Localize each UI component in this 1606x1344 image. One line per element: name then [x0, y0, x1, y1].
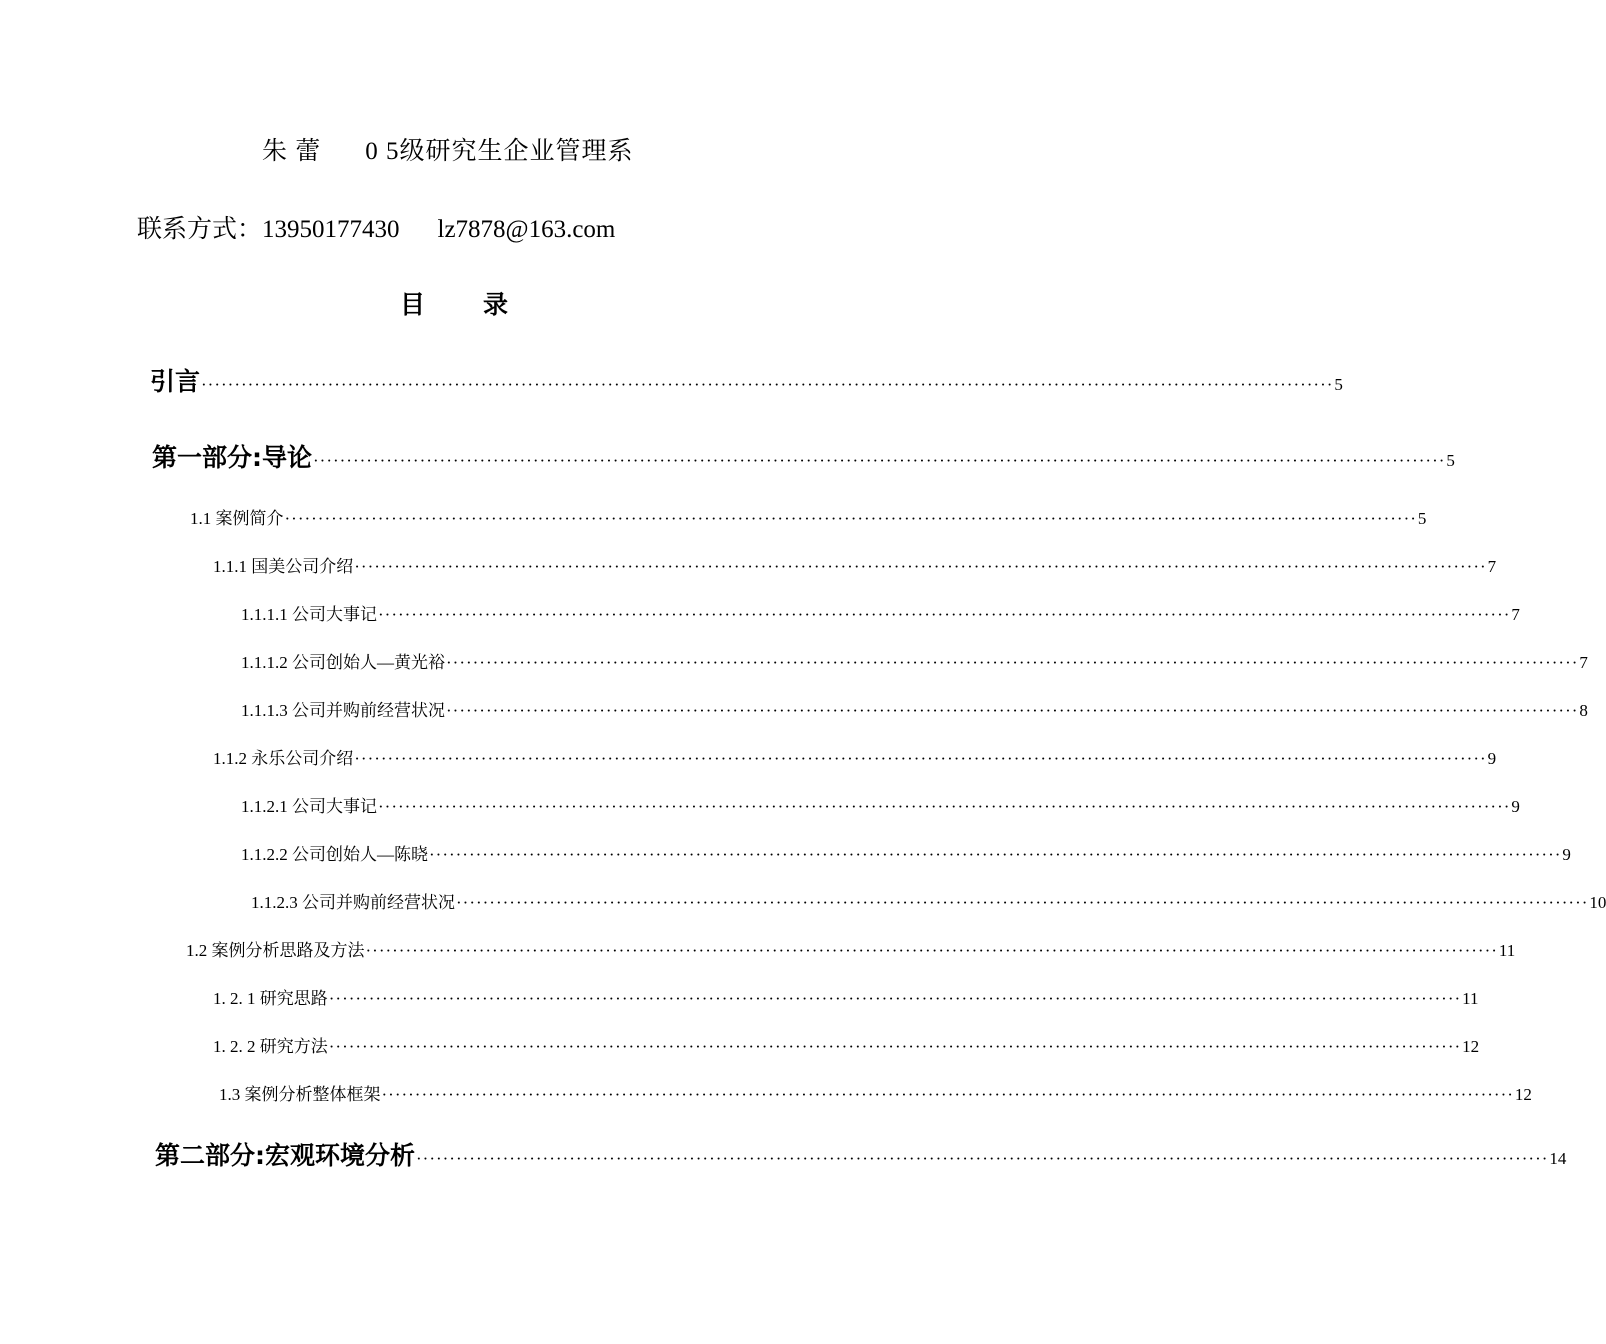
toc-entry-label: 1.2 案例分析思路及方法	[186, 941, 365, 960]
toc-entry-label: 1.1 案例简介	[190, 509, 284, 528]
toc-entry-page: 9	[1487, 749, 1497, 768]
toc-entry-label: 引言	[150, 367, 201, 396]
toc-entry-1-2	[186, 936, 1516, 961]
toc-leader-dots: ··········································································································································································	[416, 1149, 1549, 1168]
toc-leader-dots: ··········································································································································································	[354, 557, 1487, 576]
toc-leader-dots: ··········································································································································································	[313, 451, 1446, 470]
toc-entry-page: 12	[1462, 1037, 1480, 1056]
toc-entry-page: 14	[1549, 1149, 1567, 1168]
toc-entry-label: 1.1.1 国美公司介绍	[213, 557, 354, 576]
toc-entry-1-1-2-3	[251, 888, 1606, 913]
toc-entry-label: 1.1.2.2 公司创始人—陈晓	[241, 845, 428, 864]
toc-entry-1-1-1-3	[241, 696, 1588, 721]
toc-entry-1-1	[190, 504, 1427, 529]
toc-leader-dots: ··········································································································································································	[201, 375, 1334, 394]
toc-leader-dots: ··········································································································································································	[456, 893, 1589, 912]
toc-entry-page: 7	[1487, 557, 1497, 576]
toc-entry-page: 7	[1579, 653, 1588, 672]
toc-entry-label: 1.1.1.2 公司创始人—黄光裕	[241, 653, 445, 672]
toc-title-right: 录	[483, 290, 509, 319]
contact-email: lz7878@163.com	[437, 216, 616, 243]
toc-entry-label: 第二部分:宏观环境分析	[155, 1141, 415, 1170]
toc-entry-1-1-2	[213, 744, 1497, 769]
author-name: 朱 蕾	[262, 138, 322, 165]
toc-leader-dots: ··········································································································································································	[429, 845, 1562, 864]
toc-entry-page: 11	[1462, 989, 1479, 1008]
toc-entry-label: 1. 2. 2 研究方法	[213, 1037, 328, 1056]
toc-entry-label: 1.3 案例分析整体框架	[219, 1085, 381, 1104]
toc-leader-dots: ··········································································································································································	[378, 605, 1511, 624]
toc-entry-page: 11	[1498, 941, 1516, 960]
toc-entry-part1	[152, 438, 1455, 474]
contact-line	[137, 209, 615, 245]
toc-entry-part2	[155, 1136, 1567, 1172]
toc-leader-dots: ··········································································································································································	[446, 653, 1579, 672]
toc-entry-1-1-1-2	[241, 648, 1588, 673]
toc-entry-page: 5	[1417, 509, 1427, 528]
toc-entry-label: 1.1.2.3 公司并购前经营状况	[251, 893, 455, 912]
toc-leader-dots: ··········································································································································································	[328, 989, 1462, 1008]
toc-entry-page: 10	[1589, 893, 1606, 912]
toc-leader-dots: ··········································································································································································	[328, 1037, 1462, 1056]
toc-entry-label: 1.1.2.1 公司大事记	[241, 797, 377, 816]
toc-entry-1-2-2	[213, 1032, 1480, 1057]
toc-leader-dots: ··········································································································································································	[354, 749, 1487, 768]
toc-leader-dots: ··········································································································································································	[365, 941, 1498, 960]
toc-title	[400, 285, 508, 321]
toc-entry-label: 1.1.2 永乐公司介绍	[213, 749, 354, 768]
toc-entry-label: 1.1.1.1 公司大事记	[241, 605, 377, 624]
toc-entry-1-2-1	[213, 984, 1479, 1009]
toc-entry-page: 5	[1334, 375, 1343, 394]
toc-title-left: 目	[400, 290, 426, 319]
toc-entry-1-1-1-1	[241, 600, 1520, 625]
author-line	[262, 131, 634, 167]
toc-entry-label: 1. 2. 1 研究思路	[213, 989, 328, 1008]
toc-entry-page: 12	[1514, 1085, 1532, 1104]
toc-entry-1-1-2-2	[241, 840, 1571, 865]
contact-label: 联系方式：	[137, 216, 263, 243]
toc-leader-dots: ··········································································································································································	[378, 797, 1511, 816]
toc-leader-dots: ··········································································································································································	[381, 1085, 1514, 1104]
toc-entry-1-1-2-1	[241, 792, 1520, 817]
toc-entry-page: 7	[1511, 605, 1520, 624]
author-department: 0 5级研究生企业管理系	[365, 138, 634, 165]
toc-entry-label: 1.1.1.3 公司并购前经营状况	[241, 701, 445, 720]
toc-entry-1-3	[219, 1080, 1532, 1105]
toc-leader-dots: ··········································································································································································	[446, 701, 1579, 720]
toc-entry-page: 5	[1446, 451, 1455, 470]
toc-entry-1-1-1	[213, 552, 1497, 577]
toc-entry-intro	[150, 362, 1343, 398]
toc-leader-dots: ··········································································································································································	[284, 509, 1417, 528]
toc-entry-page: 9	[1562, 845, 1571, 864]
toc-entry-label: 第一部分:导论	[152, 443, 312, 472]
toc-entry-page: 9	[1511, 797, 1520, 816]
toc-entry-page: 8	[1579, 701, 1588, 720]
contact-phone: 13950177430	[262, 216, 400, 243]
